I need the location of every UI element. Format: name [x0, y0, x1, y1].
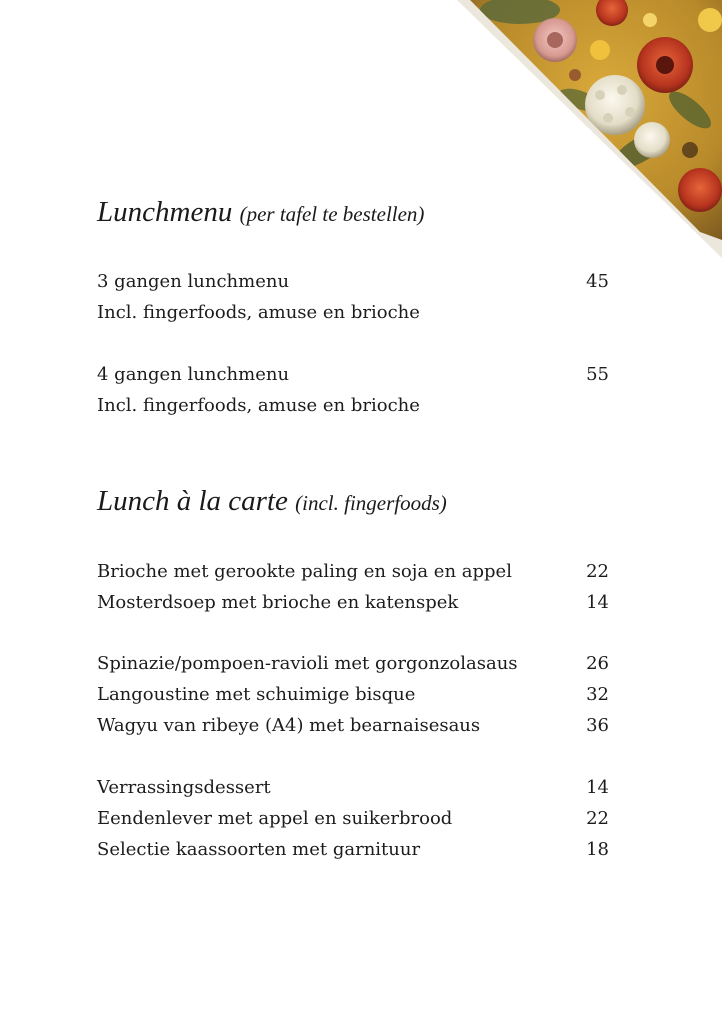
menu-item-price: 14 [586, 592, 609, 613]
menu-item-price: 14 [586, 777, 609, 798]
lunchmenu-subtitle: (per tafel te bestellen) [239, 202, 425, 226]
menu-item-name: Mosterdsoep met brioche en katenspek [97, 592, 459, 613]
menu-item-note [97, 297, 609, 328]
menu-item-name: Wagyu van ribeye (A4) met bearnaisesaus [97, 715, 481, 736]
menu-item-name: Eendenlever met appel en suikerbrood [97, 808, 453, 829]
menu-item-name: Spinazie/pompoen-ravioli met gorgonzolasaus [97, 653, 518, 674]
menu-item-name: Verrassingsdessert [97, 777, 271, 798]
a-la-carte-title: Lunch à la carte [97, 485, 288, 517]
menu-item-price: 55 [586, 364, 609, 385]
menu-item-price: 18 [586, 839, 609, 860]
menu-item-price: 32 [586, 684, 609, 705]
menu-item-price: 45 [586, 271, 609, 292]
lunchmenu-title: Lunchmenu [97, 196, 233, 228]
menu-item [97, 587, 609, 618]
menu-item [97, 803, 609, 834]
menu-item-name: Selectie kaassoorten met garnituur [97, 839, 421, 860]
menu-item-price: 22 [586, 808, 609, 829]
menu-item-note-text: Incl. fingerfoods, amuse en brioche [97, 395, 420, 416]
menu-item [97, 556, 609, 587]
menu-item [97, 679, 609, 710]
menu-item [97, 266, 609, 297]
menu-item [97, 710, 609, 741]
lunchmenu-heading [97, 196, 424, 229]
menu-item [97, 648, 609, 679]
menu-item-name: 4 gangen lunchmenu [97, 364, 290, 385]
menu-item-price: 36 [586, 715, 609, 736]
menu-item-name: 3 gangen lunchmenu [97, 271, 290, 292]
menu-item-name: Brioche met gerookte paling en soja en appel [97, 561, 512, 582]
menu-item-note [97, 390, 609, 421]
a-la-carte-heading [97, 485, 447, 518]
a-la-carte-subtitle: (incl. fingerfoods) [295, 491, 447, 515]
menu-item-name: Langoustine met schuimige bisque [97, 684, 416, 705]
menu-item [97, 359, 609, 390]
menu-item-price: 22 [586, 561, 609, 582]
menu-item-note-text: Incl. fingerfoods, amuse en brioche [97, 302, 420, 323]
menu-item [97, 772, 609, 803]
menu-item [97, 834, 609, 865]
menu-item-price: 26 [586, 653, 609, 674]
